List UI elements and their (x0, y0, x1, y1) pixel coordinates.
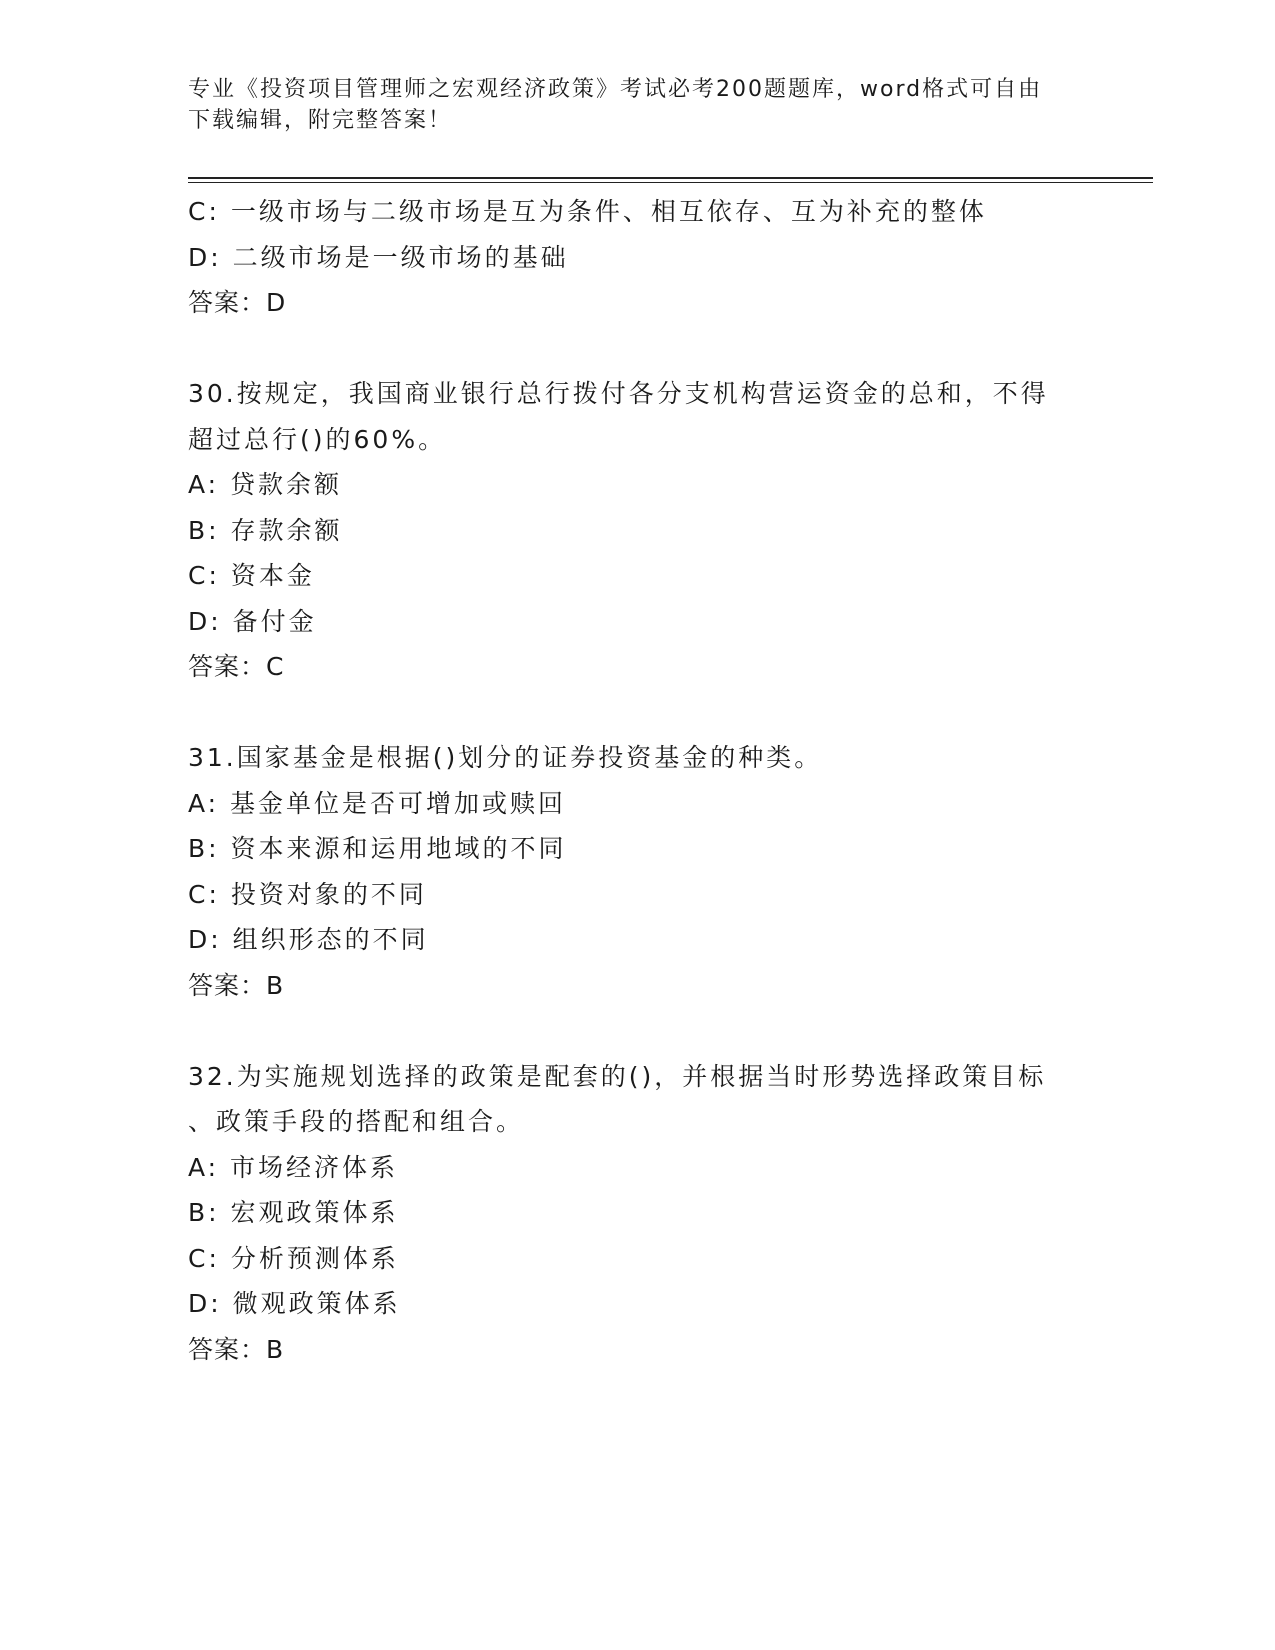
option-a: A: 贷款余额 (188, 470, 343, 499)
question-stem: 31.国家基金是根据()划分的证券投资基金的种类。 (188, 743, 823, 772)
option-c: C: 资本金 (188, 561, 315, 590)
spacer (188, 690, 1088, 736)
option-b: B: 资本来源和运用地域的不同 (188, 834, 567, 863)
question-stem-continued: 、政策手段的搭配和组合。 (188, 1107, 525, 1136)
option-c: C: 分析预测体系 (188, 1243, 399, 1273)
option-d: D: 微观政策体系 (188, 1289, 401, 1318)
answer-text: 答案：B (188, 1334, 285, 1364)
option-d: D: 组织形态的不同 (188, 925, 429, 954)
option-b: B: 存款余额 (188, 515, 343, 545)
prev-question-block (188, 189, 1088, 326)
question-list (188, 189, 1088, 1372)
header-divider (188, 177, 1153, 179)
answer-text: 答案：B (188, 970, 285, 1000)
spacer (188, 326, 1088, 372)
document-header (188, 74, 1088, 136)
question-stem: 30.按规定，我国商业银行总行拨付各分支机构营运资金的总和，不得 (188, 379, 1049, 408)
question-30 (188, 371, 1088, 690)
header-line-2: 下载编辑，附完整答案！ (188, 108, 453, 133)
option-a: A: 基金单位是否可增加或赎回 (188, 788, 567, 818)
option-d: D: 二级市场是一级市场的基础 (188, 242, 569, 272)
header-divider-thin (188, 182, 1153, 183)
answer-text: 答案：C (188, 652, 285, 681)
option-a: A: 市场经济体系 (188, 1152, 399, 1182)
question-32 (188, 1054, 1088, 1373)
header-line-1: 专业《投资项目管理师之宏观经济政策》考试必考200题题库，word格式可自由 (188, 77, 1043, 102)
option-d: D: 备付金 (188, 606, 317, 636)
option-c: C: 投资对象的不同 (188, 879, 427, 909)
option-b: B: 宏观政策体系 (188, 1198, 399, 1227)
spacer (188, 1008, 1088, 1054)
question-stem-continued: 超过总行()的60%。 (188, 424, 447, 454)
question-31 (188, 735, 1088, 1008)
option-c: C: 一级市场与二级市场是互为条件、相互依存、互为补充的整体 (188, 197, 987, 226)
answer-text: 答案：D (188, 288, 287, 317)
question-stem: 32.为实施规划选择的政策是配套的()，并根据当时形势选择政策目标 (188, 1061, 1047, 1091)
